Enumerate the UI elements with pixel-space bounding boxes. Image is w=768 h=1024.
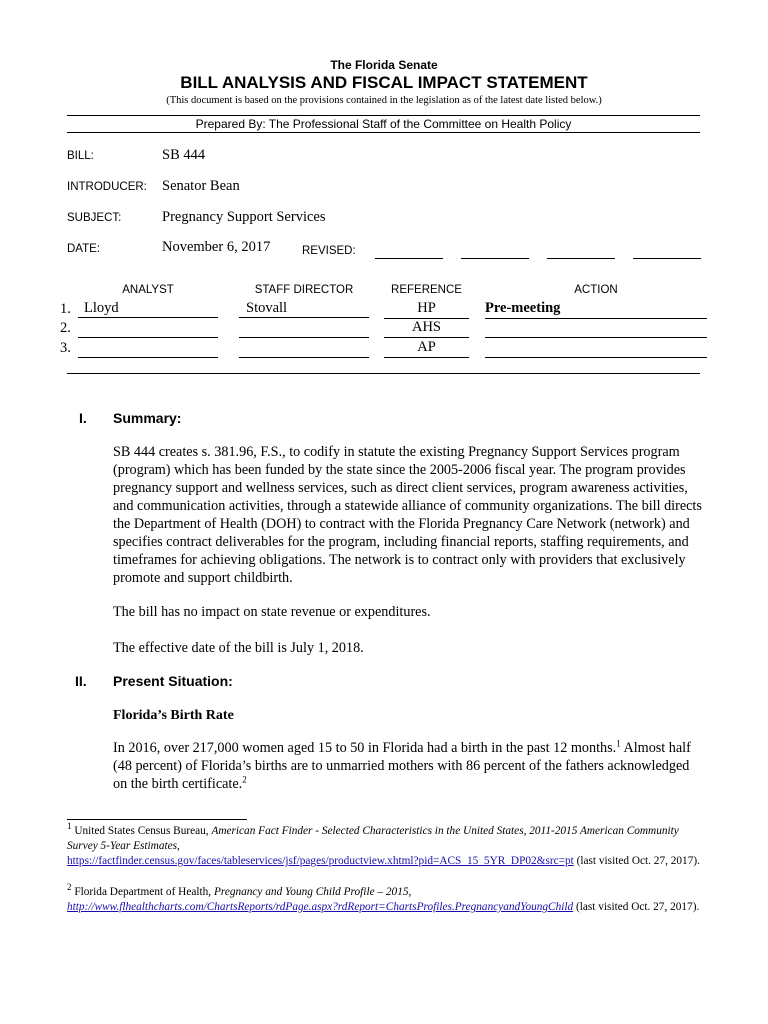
subheading-birth-rate: Florida’s Birth Rate xyxy=(113,708,234,723)
birth-rate-text-b: Almost half (48 percent) of Florida’s births are to unmarried mothers with 86 percent of the fathers acknowledged on the birth certificate. xyxy=(113,740,691,792)
routing-row-action xyxy=(485,339,707,358)
bill-value: SB 444 xyxy=(162,147,206,163)
footnote-number: 1 xyxy=(67,821,72,832)
routing-row-staff-director xyxy=(239,339,369,358)
document-note: (This document is based on the provisions contained in the legislation as of the latest date listed below.) xyxy=(166,95,602,106)
date-value: November 6, 2017 xyxy=(162,239,271,255)
prepared-by: Prepared By: The Professional Staff of the Committee on Health Policy xyxy=(195,117,572,131)
footnote-visited: (last visited Oct. 27, 2017). xyxy=(573,901,700,913)
routing-row-analyst xyxy=(78,319,218,338)
revised-blank-2 xyxy=(461,258,529,259)
subject-value: Pregnancy Support Services xyxy=(162,209,326,225)
footnote-link[interactable]: https://factfinder.census.gov/faces/tableservices/jsf/pages/productview.xhtml?pid=ACS_15_5YR_DP02&src=pt xyxy=(67,855,574,867)
reference-header: REFERENCE xyxy=(391,284,462,296)
revised-blank-1 xyxy=(375,258,443,259)
summary-effective-date: The effective date of the bill is July 1, 2018. xyxy=(113,640,364,656)
section-numeral: II. xyxy=(75,673,87,689)
birth-rate-paragraph xyxy=(113,739,705,793)
footnote-separator xyxy=(67,819,247,820)
subject-label: SUBJECT: xyxy=(67,212,122,224)
footnote-visited: (last visited Oct. 27, 2017). xyxy=(573,855,700,867)
footnote-text: Florida Department of Health, xyxy=(71,886,214,898)
footnote-ref-2[interactable]: 2 xyxy=(242,774,247,785)
routing-row-reference: HP xyxy=(384,300,469,319)
footnote-number: 2 xyxy=(67,882,72,893)
routing-row-number: 2. xyxy=(60,320,71,336)
routing-row-reference: AP xyxy=(384,339,469,358)
footnote-text: United States Census Bureau, xyxy=(71,825,212,837)
date-label: DATE: xyxy=(67,243,101,255)
footnote-2 xyxy=(67,882,707,915)
routing-row-staff-director xyxy=(239,319,369,338)
routing-row-staff-director: Stovall xyxy=(239,300,369,318)
revised-blank-3 xyxy=(547,258,615,259)
senate-name: The Florida Senate xyxy=(330,58,438,72)
section-heading-summary: Summary: xyxy=(113,410,182,426)
document-title: BILL ANALYSIS AND FISCAL IMPACT STATEMENT xyxy=(180,73,588,92)
bill-label: BILL: xyxy=(67,150,94,162)
header-rule-bottom xyxy=(67,132,700,133)
section-numeral: I. xyxy=(79,410,87,426)
revised-label: REVISED: xyxy=(302,245,356,257)
routing-row-analyst xyxy=(78,339,218,358)
routing-row-action: Pre-meeting xyxy=(485,300,707,319)
section-heading-present-situation: Present Situation: xyxy=(113,673,233,689)
analyst-header: ANALYST xyxy=(122,284,174,296)
summary-fiscal-paragraph: The bill has no impact on state revenue or expenditures. xyxy=(113,604,431,620)
routing-row-number: 1. xyxy=(60,301,71,317)
revised-blank-4 xyxy=(633,258,701,259)
footnote-source-title: Pregnancy and Young Child Profile – 2015, xyxy=(213,886,412,898)
introducer-value: Senator Bean xyxy=(162,178,240,194)
routing-table-rule xyxy=(67,373,700,374)
action-header: ACTION xyxy=(574,284,618,296)
introducer-label: INTRODUCER: xyxy=(67,181,147,193)
footnote-source-title: American Fact Finder - Selected Characteristics in the United States, 2011-2015 American Community Survey 5-Year Estimates, xyxy=(67,825,679,852)
routing-row-action xyxy=(485,319,707,338)
birth-rate-text-a: In 2016, over 217,000 women aged 15 to 50 in Florida had a birth in the past 12 months. xyxy=(113,740,617,756)
header-rule-top xyxy=(67,115,700,116)
footnote-ref-1[interactable]: 1 xyxy=(616,738,621,749)
routing-row-number: 3. xyxy=(60,340,71,356)
staff-director-header: STAFF DIRECTOR xyxy=(254,284,354,296)
footnote-link[interactable]: http://www.flhealthcharts.com/ChartsReports/rdPage.aspx?rdReport=ChartsProfiles.PregnancyandYoungChild xyxy=(67,901,574,913)
footnote-1 xyxy=(67,821,707,869)
summary-paragraph: SB 444 creates s. 381.96, F.S., to codify in statute the existing Pregnancy Support Services program (program) which has been funded by the state since the 2005-2006 fiscal year. The program provides pregnancy support and wellness services, such as direct client services, program awareness activities, and communication activities, through a statewide alliance of community organizations. The bill directs the Department of Health (DOH) to contract with the Florida Pregnancy Care Network (network) and specifies contract deliverables for the program, including financial reports, staffing requirements, and timeframes for achieving obligations. The network is to contract only with providers that exclusively promote and support childbirth. xyxy=(113,444,702,586)
routing-row-reference: AHS xyxy=(384,319,469,338)
routing-row-analyst: Lloyd xyxy=(78,300,218,318)
